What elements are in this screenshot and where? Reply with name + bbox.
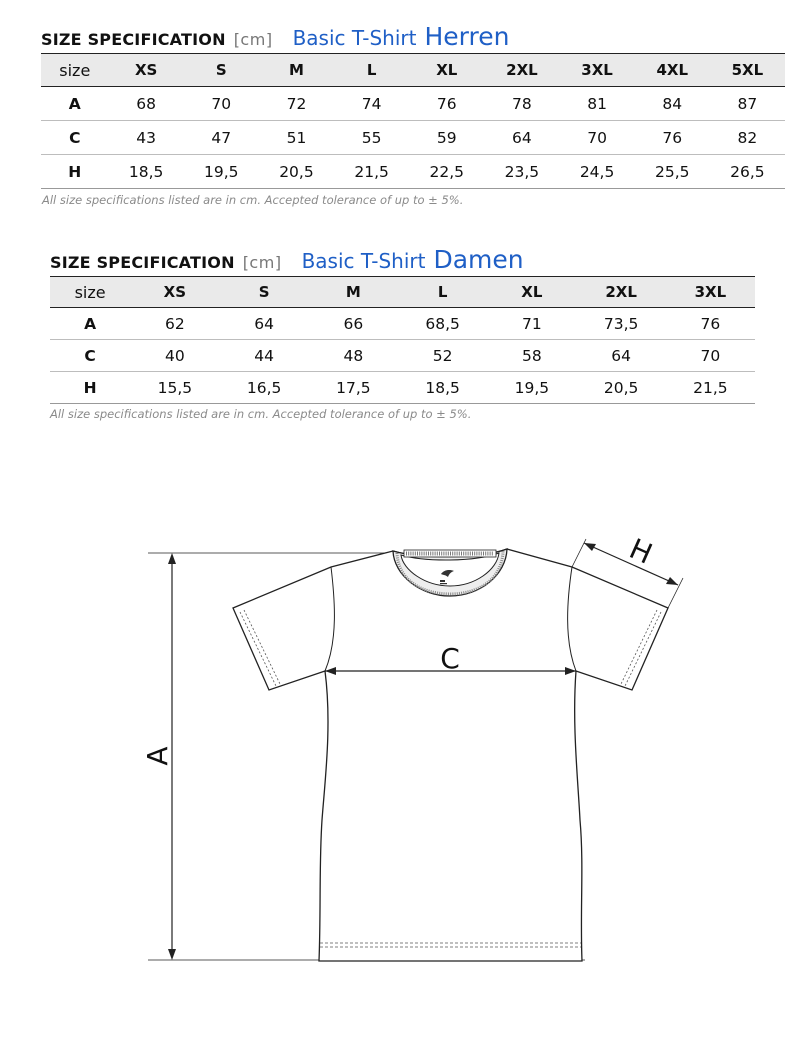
size-header-4xl: 4XL	[635, 54, 710, 87]
table-cell: 70	[184, 87, 259, 121]
table-cell: 17,5	[309, 372, 398, 404]
table-cell: 43	[109, 121, 184, 155]
table-cell: 52	[398, 340, 487, 372]
table-cell: 18,5	[398, 372, 487, 404]
table-cell: 71	[487, 308, 576, 340]
label-c: C	[440, 642, 460, 675]
table-cell: 66	[309, 308, 398, 340]
table-cell: 76	[635, 121, 710, 155]
damen-header-row	[50, 277, 755, 308]
row-label: A	[50, 308, 130, 340]
table-cell: 70	[560, 121, 635, 155]
herren-gender: Herren	[424, 22, 510, 51]
table-cell: 87	[710, 87, 785, 121]
size-header-l: L	[398, 277, 487, 308]
size-header-xl: XL	[409, 54, 484, 87]
size-header-s: S	[184, 54, 259, 87]
tshirt-measurement-diagram	[0, 520, 794, 980]
table-cell: 58	[487, 340, 576, 372]
size-header-5xl: 5XL	[710, 54, 785, 87]
table-cell: 70	[666, 340, 755, 372]
herren-unit: [cm]	[233, 30, 273, 49]
row-label: H	[50, 372, 130, 404]
table-cell: 74	[334, 87, 409, 121]
table-cell: 68	[109, 87, 184, 121]
table-cell: 19,5	[184, 155, 259, 189]
table-cell: 22,5	[409, 155, 484, 189]
row-label: A	[41, 87, 109, 121]
table-cell: 16,5	[219, 372, 308, 404]
table-cell: 21,5	[334, 155, 409, 189]
table-cell: 73,5	[576, 308, 665, 340]
damen-gender: Damen	[433, 245, 524, 274]
table-row-a	[50, 308, 755, 340]
damen-size-table	[50, 276, 755, 404]
herren-header-row	[41, 54, 785, 87]
damen-title: SIZE SPECIFICATION	[50, 253, 235, 272]
size-header-2xl: 2XL	[484, 54, 559, 87]
label-a: A	[141, 746, 174, 766]
table-cell: 51	[259, 121, 334, 155]
herren-note: All size specifications listed are in cm. Accepted tolerance of up to ± 5%.	[42, 193, 464, 207]
table-cell: 64	[484, 121, 559, 155]
table-cell: 64	[219, 308, 308, 340]
table-cell: 19,5	[487, 372, 576, 404]
table-cell: 15,5	[130, 372, 219, 404]
table-cell: 18,5	[109, 155, 184, 189]
table-cell: 40	[130, 340, 219, 372]
neck-tape	[404, 550, 496, 557]
table-cell: 44	[219, 340, 308, 372]
size-header-xl: XL	[487, 277, 576, 308]
size-header-3xl: 3XL	[666, 277, 755, 308]
size-header-3xl: 3XL	[560, 54, 635, 87]
table-cell: 21,5	[666, 372, 755, 404]
table-row-h	[50, 372, 755, 404]
label-h: H	[624, 531, 658, 571]
size-header-m: M	[259, 54, 334, 87]
table-cell: 64	[576, 340, 665, 372]
table-cell: 76	[666, 308, 755, 340]
herren-product: Basic T-Shirt	[292, 26, 417, 50]
damen-product: Basic T-Shirt	[301, 249, 426, 273]
damen-note: All size specifications listed are in cm. Accepted tolerance of up to ± 5%.	[50, 407, 472, 421]
table-cell: 76	[409, 87, 484, 121]
herren-title-row	[41, 22, 509, 51]
table-cell: 20,5	[576, 372, 665, 404]
table-row-c	[50, 340, 755, 372]
damen-unit: [cm]	[242, 253, 282, 272]
table-cell: 20,5	[259, 155, 334, 189]
table-cell: 48	[309, 340, 398, 372]
table-row-c	[41, 121, 785, 155]
table-cell: 78	[484, 87, 559, 121]
size-header-xs: XS	[130, 277, 219, 308]
table-cell: 62	[130, 308, 219, 340]
table-cell: 82	[710, 121, 785, 155]
table-cell: 24,5	[560, 155, 635, 189]
row-label: H	[41, 155, 109, 189]
table-cell: 55	[334, 121, 409, 155]
table-cell: 72	[259, 87, 334, 121]
table-row-a	[41, 87, 785, 121]
size-header-m: M	[309, 277, 398, 308]
size-header-xs: XS	[109, 54, 184, 87]
table-cell: 84	[635, 87, 710, 121]
size-column-header: size	[50, 277, 130, 308]
damen-title-row	[50, 245, 524, 274]
herren-size-table	[41, 53, 785, 189]
size-header-2xl: 2XL	[576, 277, 665, 308]
table-cell: 68,5	[398, 308, 487, 340]
size-column-header: size	[41, 54, 109, 87]
table-cell: 25,5	[635, 155, 710, 189]
row-label: C	[41, 121, 109, 155]
size-header-l: L	[334, 54, 409, 87]
herren-title: SIZE SPECIFICATION	[41, 30, 226, 49]
table-row-h	[41, 155, 785, 189]
table-cell: 26,5	[710, 155, 785, 189]
table-cell: 59	[409, 121, 484, 155]
table-cell: 81	[560, 87, 635, 121]
tshirt-outline	[233, 549, 668, 961]
size-header-s: S	[219, 277, 308, 308]
table-cell: 47	[184, 121, 259, 155]
table-cell: 23,5	[484, 155, 559, 189]
row-label: C	[50, 340, 130, 372]
